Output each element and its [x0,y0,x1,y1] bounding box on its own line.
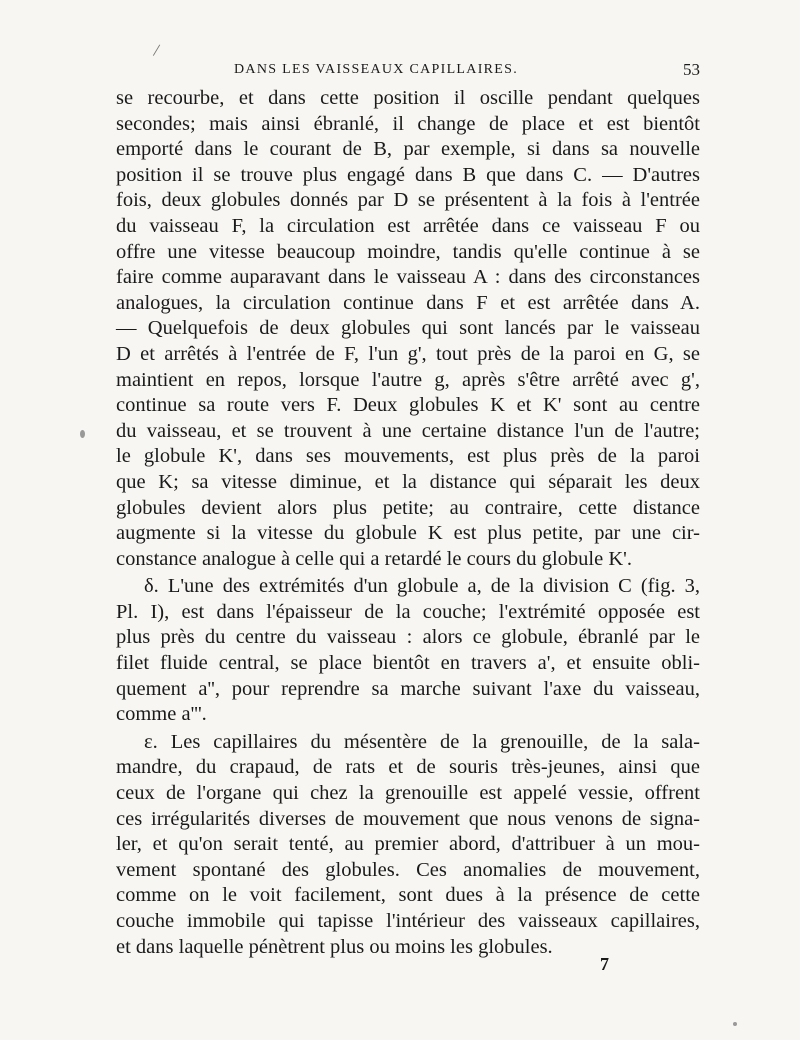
text-line: emporté dans le courant de B, par exemple, si dans sa nouvelle [116,138,700,161]
text-line: que K; sa vitesse diminue, et la distance qui séparait les deux [116,470,700,493]
body-text [116,86,700,960]
text-line: ces irrégularités diverses de mouvement que nous venons de signa- [116,807,700,830]
running-title: DANS LES VAISSEAUX CAPILLAIRES. [234,62,519,77]
text-line: comme a'''. [116,703,207,726]
text-line: globules devient alors plus petite; au contraire, cette distance [116,496,700,519]
text-line: et dans laquelle pénètrent plus ou moins les globules. [116,935,553,958]
text-line: filet fluide central, se place bientôt en travers a', et ensuite obli- [116,652,700,675]
page-number: 53 [683,60,700,79]
text-line: comme on le voit facilement, sont dues à la présence de cette [116,884,700,907]
ink-speck [733,1022,737,1026]
text-line: δ. L'une des extrémités d'un globule a, de la division C (fig. 3, [144,575,700,598]
text-line: faire comme auparavant dans le vaisseau A : dans des circonstances [116,266,700,289]
text-line: le globule K', dans ses mouvements, est plus près de la paroi [116,445,700,468]
text-line: ler, et qu'on serait tenté, au premier abord, d'attribuer à un mou- [116,833,700,856]
text-line: du vaisseau F, la circulation est arrêtée dans ce vaisseau F ou [116,214,700,237]
text-line: du vaisseau, et se trouvent à une certaine distance l'un de l'autre; [116,419,700,442]
ink-speck [80,430,85,438]
text-line: mandre, du crapaud, de rats et de souris très-jeunes, ainsi que [116,756,700,779]
text-line: plus près du centre du vaisseau : alors ce globule, ébranlé par le [116,626,700,649]
page-header [116,62,700,86]
signature-mark: 7 [600,954,609,974]
text-line: Pl. I), est dans l'épaisseur de la couche; l'extrémité opposée est [116,600,700,623]
text-line: offre une vitesse beaucoup moindre, tandis qu'elle continue à se [116,240,700,263]
text-line: fois, deux globules donnés par D se présentent à la fois à l'entrée [116,189,700,212]
text-line: continue sa route vers F. Deux globules K et K' sont au centre [116,394,700,417]
text-line: secondes; mais ainsi ébranlé, il change de place et est bientôt [116,112,700,135]
margin-mark: / [152,39,162,61]
text-line: maintient en repos, lorsque l'autre g, après s'être arrêté avec g', [116,368,700,391]
text-line: ε. Les capillaires du mésentère de la grenouille, de la sala- [144,730,700,753]
text-line: couche immobile qui tapisse l'intérieur des vaisseaux capillaires, [116,910,700,932]
text-line: quement a'', pour reprendre sa marche suivant l'axe du vaisseau, [116,677,700,700]
text-line: — Quelquefois de deux globules qui sont lancés par le vaisseau [116,317,700,340]
text-line: D et arrêtés à l'entrée de F, l'un g', tout près de la paroi en G, se [116,342,700,365]
text-line: analogues, la circulation continue dans F et est arrêtée dans A. [116,291,700,314]
text-line: position il se trouve plus engagé dans B que dans C. — D'autres [116,163,700,186]
text-line: vement spontané des globules. Ces anomalies de mouvement, [116,858,700,881]
text-line: augmente si la vitesse du globule K est plus petite, par une cir- [116,522,700,545]
text-line: se recourbe, et dans cette position il oscille pendant quelques [116,87,700,109]
text-line: constance analogue à celle qui a retardé le cours du globule K'. [116,547,632,570]
text-line: ceux de l'organe qui chez la grenouille est appelé vessie, offrent [116,782,700,805]
